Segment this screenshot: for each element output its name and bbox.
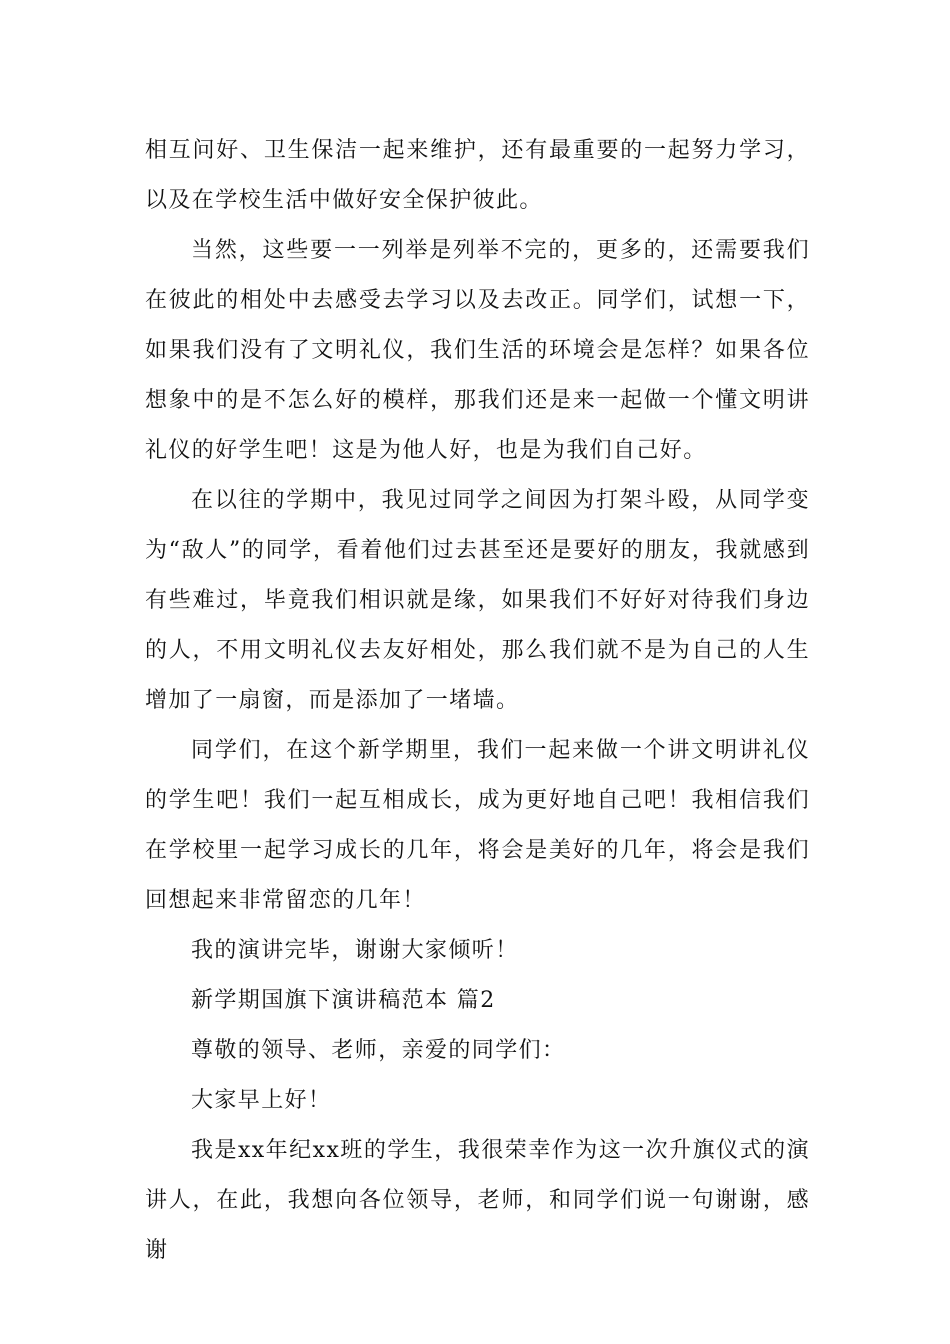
salutation: 尊敬的领导、老师，亲爱的同学们： xyxy=(191,1038,566,1063)
paragraph: 在以往的学期中，我见过同学之间因为打架斗殴，从同学变为“敌人”的同学，看着他们过去甚至还是要好的朋友，我就感到有些难过，毕竟我们相识就是缘，如果我们不好好对待我们身边的人，不用文明礼仪去友好相处，那么我们就不是为自己的人生增加了一扇窗，而是添加了一堵墙。 xyxy=(145,488,810,713)
greeting: 大家早上好！ xyxy=(191,1088,332,1113)
paragraph: 我是xx年纪xx班的学生，我很荣幸作为这一次升旗仪式的演讲人，在此，我想向各位领导，老师，和同学们说一句谢谢，感谢 xyxy=(145,1138,810,1263)
paragraph: 同学们，在这个新学期里，我们一起来做一个讲文明讲礼仪的学生吧！我们一起互相成长，成为更好地自己吧！我相信我们在学校里一起学习成长的几年，将会是美好的几年，将会是我们回想起来非常留恋的几年！ xyxy=(145,738,810,913)
section-heading: 新学期国旗下演讲稿范本 篇2 xyxy=(191,988,496,1013)
paragraph-closing: 我的演讲完毕，谢谢大家倾听！ xyxy=(191,938,519,963)
paragraph: 当然，这些要一一列举是列举不完的，更多的，还需要我们在彼此的相处中去感受去学习以及去改正。同学们，试想一下，如果我们没有了文明礼仪，我们生活的环境会是怎样？如果各位想象中的是不怎么好的模样，那我们还是来一起做一个懂文明讲礼仪的好学生吧！这是为他人好，也是为我们自己好。 xyxy=(145,238,810,463)
document-body xyxy=(145,126,810,1276)
paragraph-continuation: 相互问好、卫生保洁一起来维护，还有最重要的一起努力学习，以及在学校生活中做好安全保护彼此。 xyxy=(145,138,810,213)
